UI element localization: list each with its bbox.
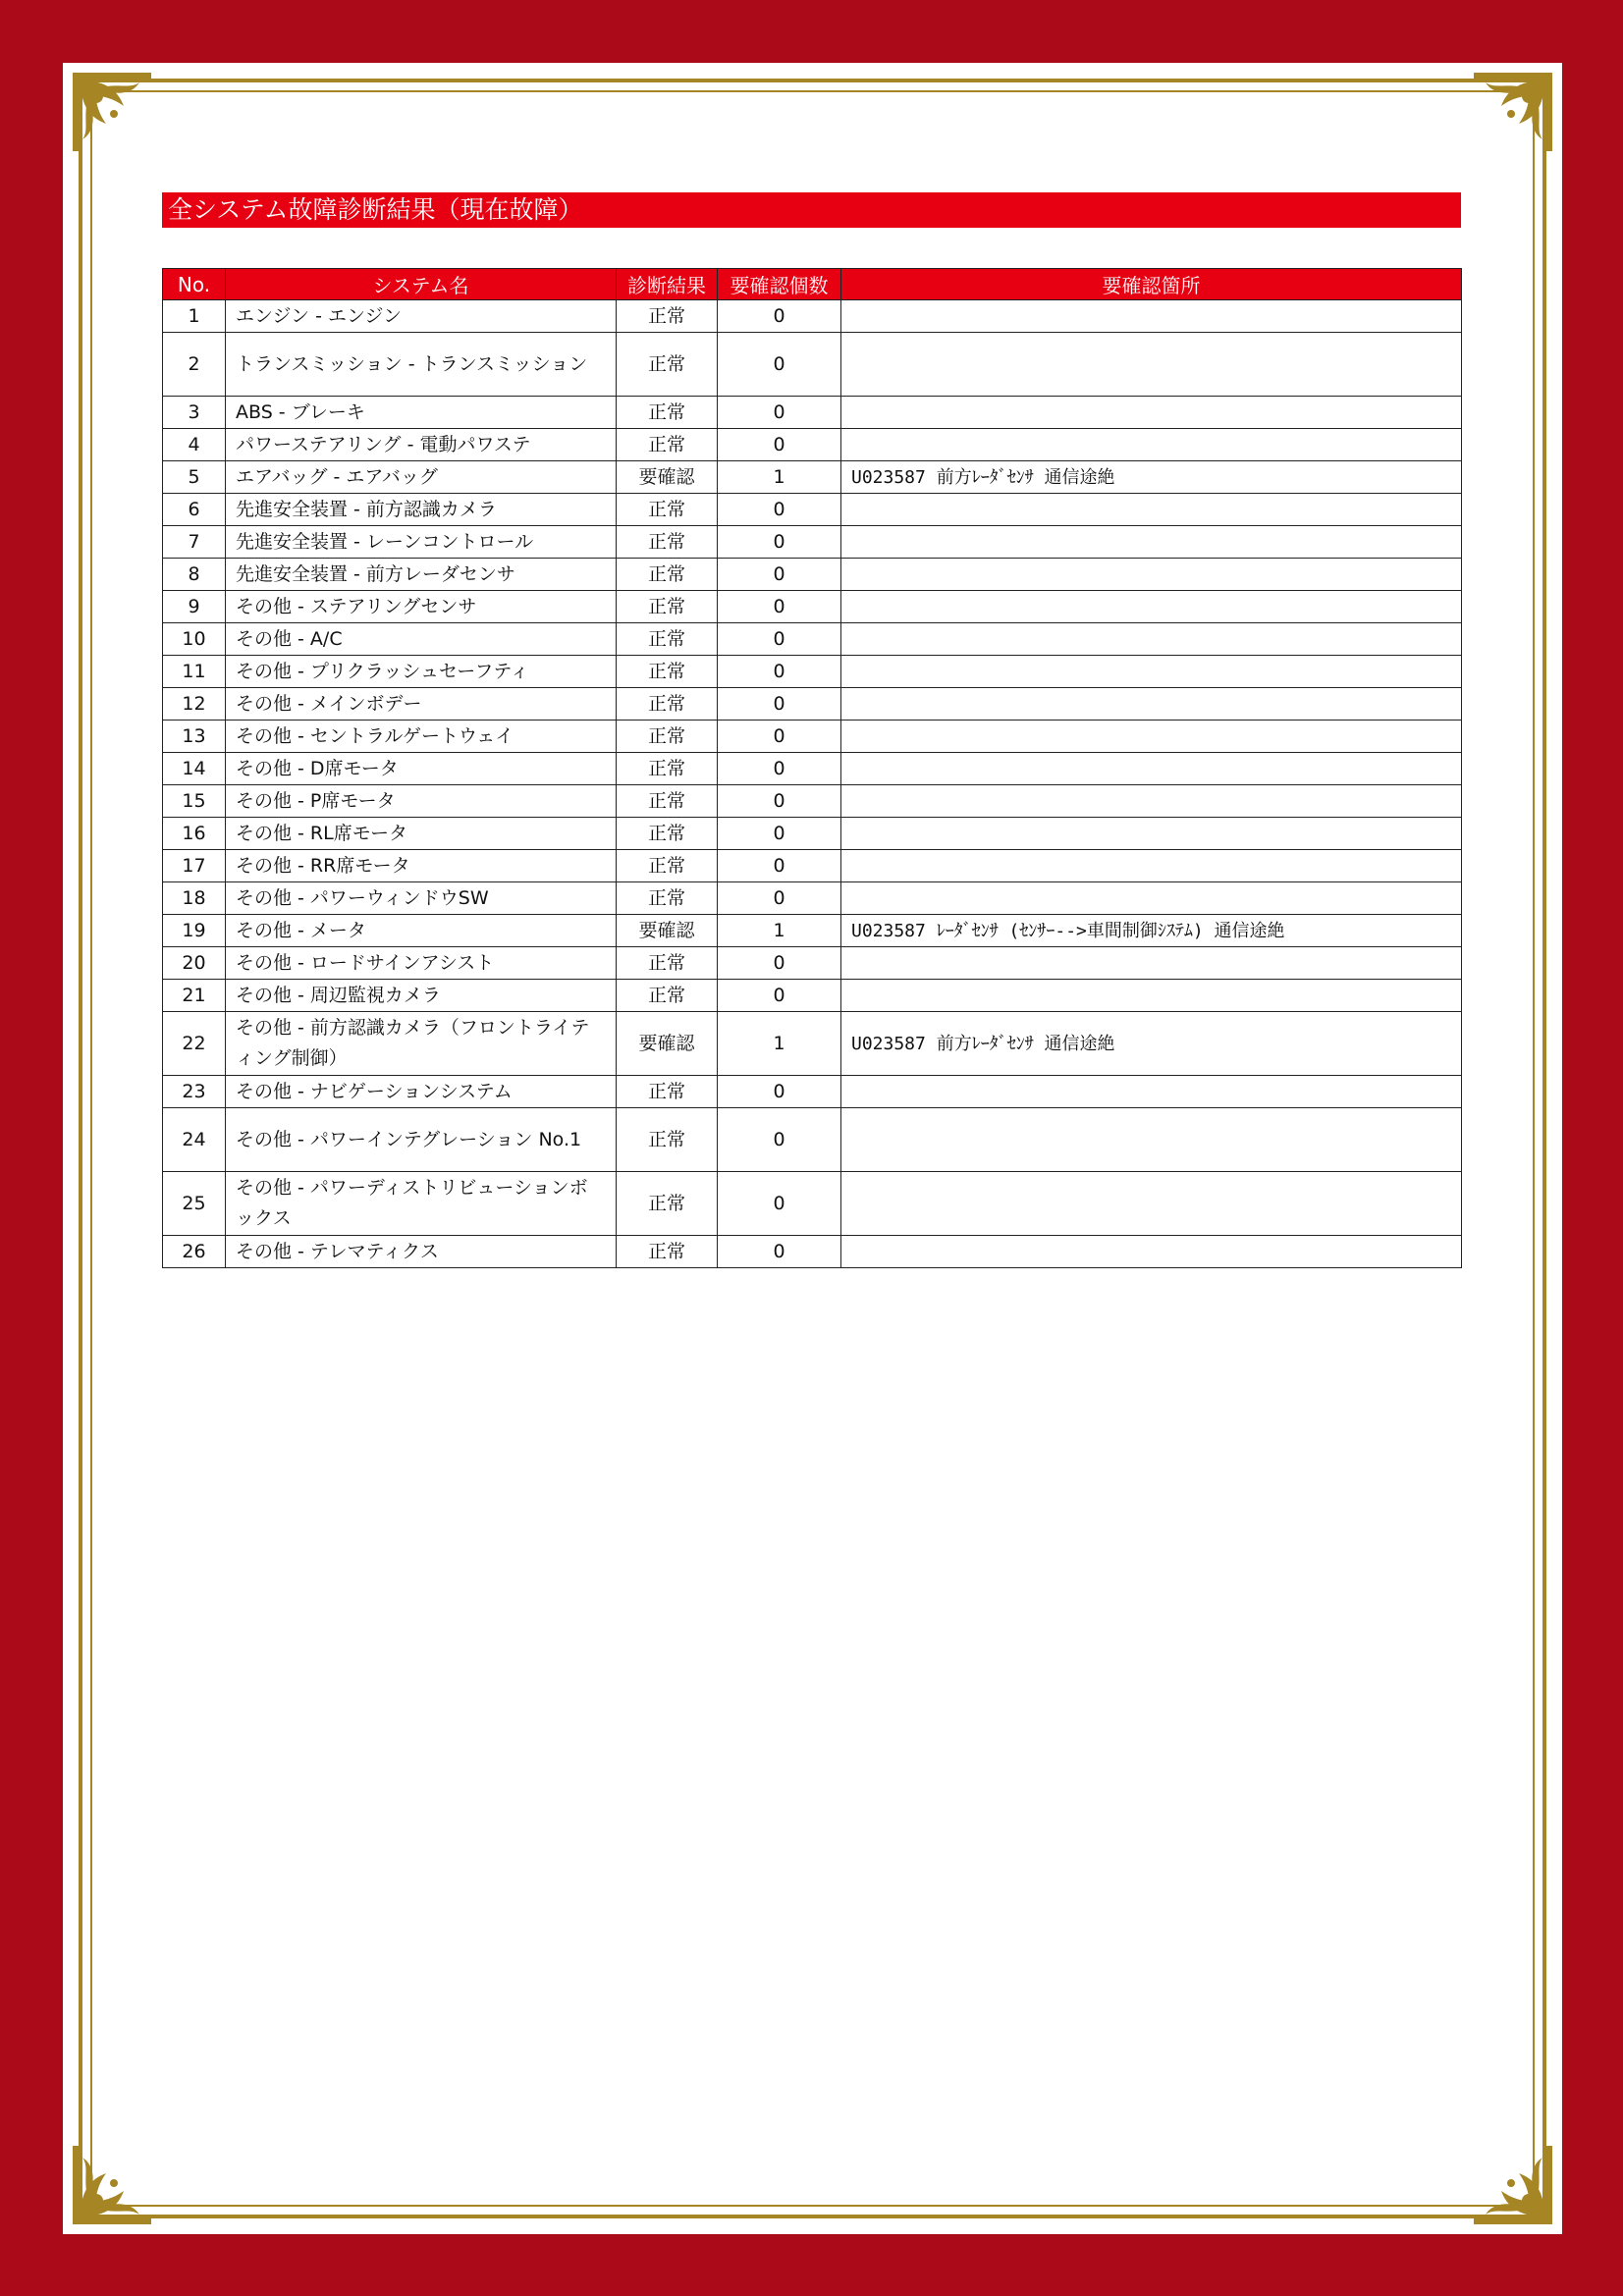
cell-no: 15 — [163, 785, 226, 818]
corner-ornament-icon — [1468, 67, 1558, 157]
cell-detail — [841, 429, 1462, 461]
cell-detail — [841, 882, 1462, 915]
cell-no: 7 — [163, 526, 226, 559]
cell-count: 0 — [718, 850, 841, 882]
cell-result: 正常 — [617, 591, 718, 623]
cell-system-name: その他 - 周辺監視カメラ — [226, 980, 617, 1012]
cell-system-name: その他 - パワーインテグレーション No.1 — [226, 1108, 617, 1172]
cell-count: 1 — [718, 1012, 841, 1076]
cell-system-name: 先進安全装置 - レーンコントロール — [226, 526, 617, 559]
cell-count: 0 — [718, 688, 841, 721]
report-page — [63, 63, 1562, 2234]
table-row — [163, 494, 1462, 526]
table-row — [163, 721, 1462, 753]
cell-system-name: その他 - ステアリングセンサ — [226, 591, 617, 623]
cell-count: 0 — [718, 494, 841, 526]
table-row — [163, 623, 1462, 656]
cell-system-name: その他 - A/C — [226, 623, 617, 656]
cell-result: 正常 — [617, 688, 718, 721]
cell-result: 正常 — [617, 850, 718, 882]
cell-system-name: その他 - テレマティクス — [226, 1236, 617, 1268]
cell-system-name: その他 - D席モータ — [226, 753, 617, 785]
cell-result: 正常 — [617, 1108, 718, 1172]
cell-count: 0 — [718, 429, 841, 461]
cell-count: 0 — [718, 623, 841, 656]
table-row — [163, 333, 1462, 397]
cell-no: 21 — [163, 980, 226, 1012]
cell-no: 6 — [163, 494, 226, 526]
cell-result: 要確認 — [617, 1012, 718, 1076]
cell-result: 正常 — [617, 818, 718, 850]
cell-no: 19 — [163, 915, 226, 947]
cell-result: 正常 — [617, 494, 718, 526]
cell-no: 2 — [163, 333, 226, 397]
table-row — [163, 559, 1462, 591]
cell-no: 1 — [163, 300, 226, 333]
cell-detail — [841, 818, 1462, 850]
cell-result: 正常 — [617, 1236, 718, 1268]
cell-no: 12 — [163, 688, 226, 721]
cell-count: 0 — [718, 656, 841, 688]
cell-system-name: その他 - RR席モータ — [226, 850, 617, 882]
cell-detail — [841, 591, 1462, 623]
cell-detail — [841, 494, 1462, 526]
table-row — [163, 753, 1462, 785]
table-row — [163, 300, 1462, 333]
cell-no: 4 — [163, 429, 226, 461]
cell-system-name: 先進安全装置 - 前方認識カメラ — [226, 494, 617, 526]
cell-result: 正常 — [617, 429, 718, 461]
table-row — [163, 947, 1462, 980]
cell-system-name: その他 - パワーディストリビューションボックス — [226, 1172, 617, 1236]
table-row — [163, 1012, 1462, 1076]
cell-count: 0 — [718, 1076, 841, 1108]
cell-no: 20 — [163, 947, 226, 980]
table-row — [163, 688, 1462, 721]
cell-result: 正常 — [617, 559, 718, 591]
cell-count: 0 — [718, 559, 841, 591]
cell-detail — [841, 980, 1462, 1012]
cell-count: 0 — [718, 591, 841, 623]
cell-count: 0 — [718, 526, 841, 559]
header-detail: 要確認箇所 — [841, 269, 1462, 300]
table-row — [163, 1236, 1462, 1268]
cell-no: 26 — [163, 1236, 226, 1268]
cell-result: 正常 — [617, 1076, 718, 1108]
cell-no: 22 — [163, 1012, 226, 1076]
cell-no: 11 — [163, 656, 226, 688]
cell-system-name: その他 - ロードサインアシスト — [226, 947, 617, 980]
cell-count: 0 — [718, 721, 841, 753]
cell-no: 5 — [163, 461, 226, 494]
cell-count: 1 — [718, 915, 841, 947]
cell-result: 正常 — [617, 300, 718, 333]
cell-system-name: パワーステアリング - 電動パワステ — [226, 429, 617, 461]
cell-system-name: その他 - メインボデー — [226, 688, 617, 721]
cell-no: 25 — [163, 1172, 226, 1236]
cell-count: 0 — [718, 333, 841, 397]
cell-system-name: その他 - 前方認識カメラ（フロントライティング制御） — [226, 1012, 617, 1076]
table-row — [163, 1172, 1462, 1236]
cell-detail — [841, 1108, 1462, 1172]
cell-count: 1 — [718, 461, 841, 494]
cell-count: 0 — [718, 753, 841, 785]
cell-no: 13 — [163, 721, 226, 753]
cell-detail: U023587 ﾚｰﾀﾞｾﾝｻ (ｾﾝｻｰ-->車間制御ｼｽﾃﾑ) 通信途絶 — [841, 915, 1462, 947]
cell-count: 0 — [718, 818, 841, 850]
cell-result: 正常 — [617, 980, 718, 1012]
cell-detail — [841, 753, 1462, 785]
cell-system-name: 先進安全装置 - 前方レーダセンサ — [226, 559, 617, 591]
table-row — [163, 526, 1462, 559]
cell-count: 0 — [718, 300, 841, 333]
cell-detail: U023587 前方ﾚｰﾀﾞｾﾝｻ 通信途絶 — [841, 461, 1462, 494]
cell-result: 正常 — [617, 333, 718, 397]
report-title: 全システム故障診断結果（現在故障） — [162, 192, 1461, 228]
cell-system-name: その他 - ナビゲーションシステム — [226, 1076, 617, 1108]
table-row — [163, 915, 1462, 947]
corner-ornament-icon — [1468, 2140, 1558, 2230]
cell-result: 正常 — [617, 721, 718, 753]
header-no: No. — [163, 269, 226, 300]
table-row — [163, 429, 1462, 461]
cell-detail — [841, 947, 1462, 980]
table-row — [163, 1076, 1462, 1108]
cell-result: 正常 — [617, 753, 718, 785]
cell-detail — [841, 397, 1462, 429]
cell-result: 正常 — [617, 656, 718, 688]
cell-detail — [841, 559, 1462, 591]
cell-system-name: その他 - RL席モータ — [226, 818, 617, 850]
cell-count: 0 — [718, 1108, 841, 1172]
table-row — [163, 461, 1462, 494]
table-row — [163, 591, 1462, 623]
cell-detail — [841, 333, 1462, 397]
table-row — [163, 850, 1462, 882]
cell-result: 正常 — [617, 882, 718, 915]
cell-no: 18 — [163, 882, 226, 915]
header-system-name: システム名 — [226, 269, 617, 300]
cell-detail — [841, 526, 1462, 559]
cell-system-name: トランスミッション - トランスミッション — [226, 333, 617, 397]
cell-detail — [841, 300, 1462, 333]
cell-detail — [841, 1172, 1462, 1236]
cell-count: 0 — [718, 882, 841, 915]
cell-system-name: エアバッグ - エアバッグ — [226, 461, 617, 494]
cell-no: 24 — [163, 1108, 226, 1172]
cell-detail: U023587 前方ﾚｰﾀﾞｾﾝｻ 通信途絶 — [841, 1012, 1462, 1076]
table-header-row — [163, 269, 1462, 300]
header-count: 要確認個数 — [718, 269, 841, 300]
cell-count: 0 — [718, 1236, 841, 1268]
cell-count: 0 — [718, 397, 841, 429]
cell-no: 17 — [163, 850, 226, 882]
corner-ornament-icon — [67, 67, 157, 157]
diagnosis-table — [162, 268, 1462, 1268]
cell-detail — [841, 688, 1462, 721]
table-row — [163, 882, 1462, 915]
cell-count: 0 — [718, 1172, 841, 1236]
cell-no: 14 — [163, 753, 226, 785]
cell-result: 正常 — [617, 785, 718, 818]
table-row — [163, 785, 1462, 818]
cell-count: 0 — [718, 785, 841, 818]
cell-result: 正常 — [617, 526, 718, 559]
table-row — [163, 397, 1462, 429]
cell-no: 16 — [163, 818, 226, 850]
cell-detail — [841, 721, 1462, 753]
cell-count: 0 — [718, 980, 841, 1012]
cell-detail — [841, 623, 1462, 656]
cell-no: 3 — [163, 397, 226, 429]
cell-result: 要確認 — [617, 461, 718, 494]
cell-no: 8 — [163, 559, 226, 591]
table-row — [163, 818, 1462, 850]
cell-system-name: ABS - ブレーキ — [226, 397, 617, 429]
table-row — [163, 1108, 1462, 1172]
cell-detail — [841, 850, 1462, 882]
cell-result: 正常 — [617, 623, 718, 656]
cell-system-name: その他 - プリクラッシュセーフティ — [226, 656, 617, 688]
cell-result: 正常 — [617, 1172, 718, 1236]
cell-system-name: エンジン - エンジン — [226, 300, 617, 333]
header-result: 診断結果 — [617, 269, 718, 300]
cell-system-name: その他 - セントラルゲートウェイ — [226, 721, 617, 753]
cell-system-name: その他 - メータ — [226, 915, 617, 947]
table-row — [163, 656, 1462, 688]
cell-result: 正常 — [617, 397, 718, 429]
table-row — [163, 980, 1462, 1012]
cell-result: 正常 — [617, 947, 718, 980]
corner-ornament-icon — [67, 2140, 157, 2230]
cell-no: 9 — [163, 591, 226, 623]
cell-count: 0 — [718, 947, 841, 980]
cell-detail — [841, 1236, 1462, 1268]
cell-no: 10 — [163, 623, 226, 656]
cell-detail — [841, 1076, 1462, 1108]
cell-detail — [841, 785, 1462, 818]
cell-system-name: その他 - P席モータ — [226, 785, 617, 818]
cell-result: 要確認 — [617, 915, 718, 947]
cell-system-name: その他 - パワーウィンドウSW — [226, 882, 617, 915]
cell-detail — [841, 656, 1462, 688]
cell-no: 23 — [163, 1076, 226, 1108]
